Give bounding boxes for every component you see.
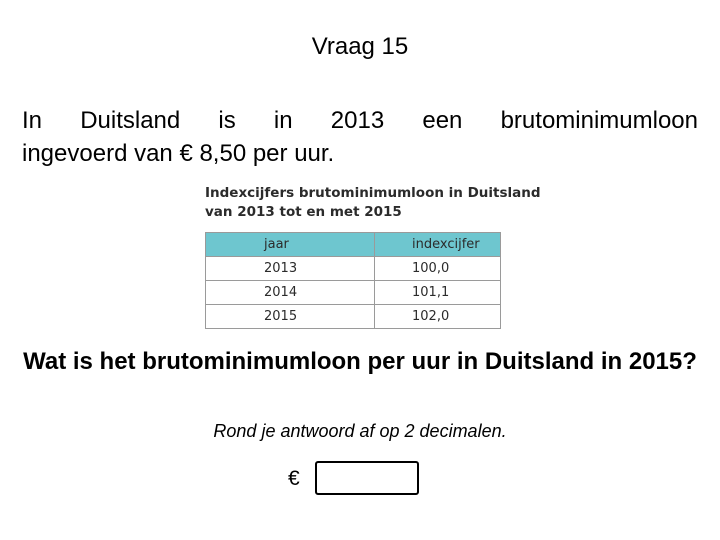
rounding-instruction: Rond je antwoord af op 2 decimalen. xyxy=(213,421,507,441)
cell-year: 2015 xyxy=(206,305,375,329)
answer-input[interactable] xyxy=(315,461,419,495)
cell-index: 100,0 xyxy=(375,257,501,281)
column-header-year: jaar xyxy=(206,233,375,257)
intro-line-2: ingevoerd van € 8,50 per uur. xyxy=(22,140,335,167)
table-caption-line-2: van 2013 tot en met 2015 xyxy=(205,204,402,220)
intro-line-1: In Duitsland is in 2013 een brutominimumloon xyxy=(22,107,698,134)
cell-index: 101,1 xyxy=(375,281,501,305)
table-row xyxy=(206,257,501,281)
question-text: Wat is het brutominimumloon per uur in Duitsland in 2015? xyxy=(23,348,697,375)
cell-year: 2013 xyxy=(206,257,375,281)
column-header-index: indexcijfer xyxy=(375,233,501,257)
table-caption xyxy=(205,184,541,222)
question-title: Vraag 15 xyxy=(311,33,409,60)
cell-year: 2014 xyxy=(206,281,375,305)
currency-label: € xyxy=(288,467,300,490)
index-table-block xyxy=(205,184,541,329)
table-header-row xyxy=(206,233,501,257)
table-caption-line-1: Indexcijfers brutominimumloon in Duitsland xyxy=(205,185,541,201)
intro-text xyxy=(22,104,698,170)
cell-index: 102,0 xyxy=(375,305,501,329)
index-table xyxy=(205,232,501,329)
table-row xyxy=(206,305,501,329)
table-row xyxy=(206,281,501,305)
